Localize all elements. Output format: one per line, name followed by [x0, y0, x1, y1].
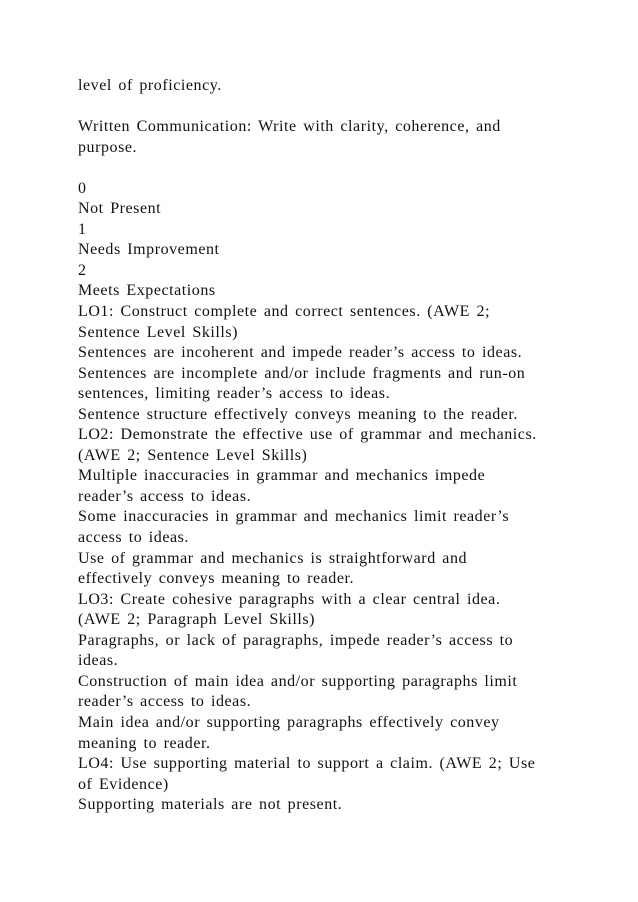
criterion-line: ideas. — [78, 652, 119, 670]
criterion-line: Some inaccuracies in grammar and mechanics limit reader’s — [78, 508, 510, 526]
criterion-line: Paragraphs, or lack of paragraphs, impede reader’s access to — [78, 631, 514, 649]
criterion-line: Sentence structure effectively conveys meaning to the reader. — [78, 405, 518, 423]
criterion-line: Sentences are incoherent and impede reader’s access to ideas. — [78, 344, 523, 362]
criterion-line: effectively conveys meaning to reader. — [78, 570, 355, 588]
criterion-line: reader’s access to ideas. — [78, 693, 252, 711]
score-level-number: 1 — [78, 220, 87, 238]
criterion-line: reader’s access to ideas. — [78, 487, 252, 505]
criterion-line: Supporting materials are not present. — [78, 796, 343, 814]
criterion-line: Multiple inaccuracies in grammar and mechanics impede — [78, 467, 486, 485]
score-level-label: Meets Expectations — [78, 282, 216, 300]
score-level-label: Not Present — [78, 200, 162, 218]
learning-outcome-line: LO4: Use supporting material to support a claim. (AWE 2; Use — [78, 755, 536, 773]
criterion-line: Main idea and/or supporting paragraphs effectively convey — [78, 713, 500, 731]
learning-outcome-line: (AWE 2; Sentence Level Skills) — [78, 446, 308, 464]
blank-line — [78, 158, 578, 179]
learning-outcome-line: Sentence Level Skills) — [78, 323, 239, 341]
text-line: level of proficiency. — [78, 77, 222, 94]
rubric-heading-line: Written Communication: Write with clarity, coherence, and — [78, 118, 501, 136]
criterion-line: Construction of main idea and/or supporting paragraphs limit — [78, 672, 518, 690]
score-level-number: 2 — [78, 261, 87, 279]
criterion-line: meaning to reader. — [78, 734, 211, 752]
blank-line — [78, 97, 578, 118]
learning-outcome-line: LO2: Demonstrate the effective use of grammar and mechanics. — [78, 426, 537, 444]
document-page — [78, 76, 578, 816]
learning-outcome-line: LO3: Create cohesive paragraphs with a clear central idea. — [78, 590, 501, 608]
criterion-line: Use of grammar and mechanics is straightforward and — [78, 549, 468, 567]
score-level-number: 0 — [78, 179, 87, 197]
criterion-line: sentences, limiting reader’s access to ideas. — [78, 385, 391, 403]
score-level-label: Needs Improvement — [78, 241, 220, 259]
learning-outcome-line: of Evidence) — [78, 775, 169, 793]
criterion-line: Sentences are incomplete and/or include fragments and run-on — [78, 364, 526, 382]
criterion-line: access to ideas. — [78, 529, 189, 547]
learning-outcome-line: (AWE 2; Paragraph Level Skills) — [78, 611, 316, 629]
rubric-heading-line: purpose. — [78, 138, 138, 156]
learning-outcome-line: LO1: Construct complete and correct sentences. (AWE 2; — [78, 303, 491, 321]
